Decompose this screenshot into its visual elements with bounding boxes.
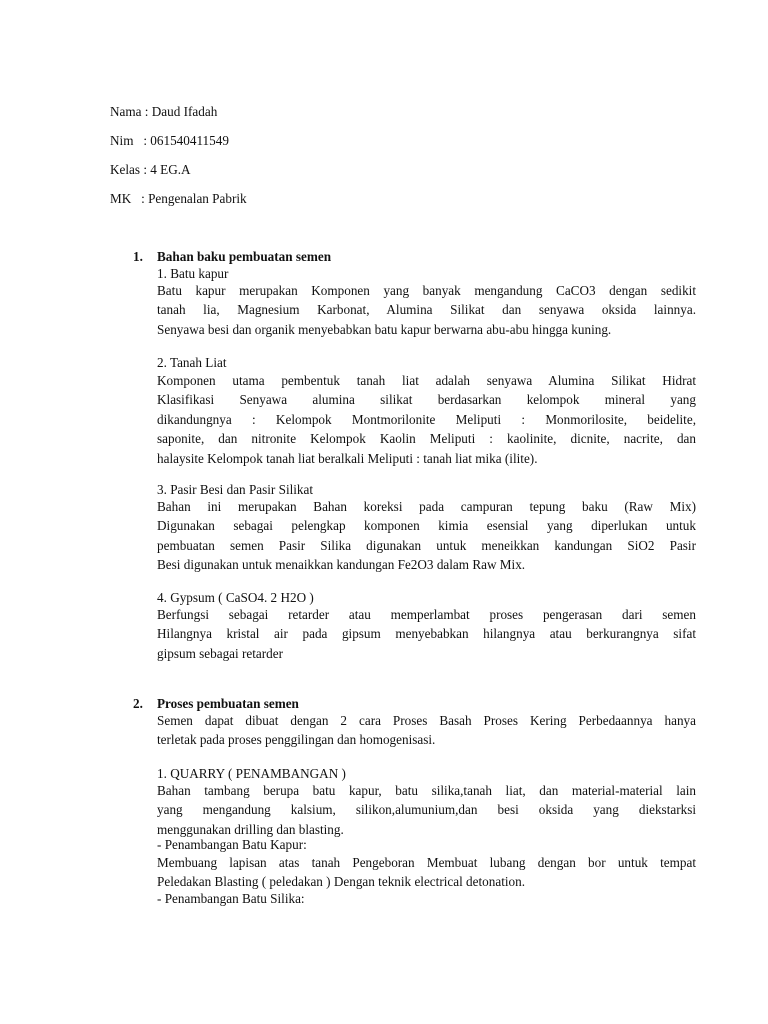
item-pasir-title: 3. Pasir Besi dan Pasir Silikat (157, 482, 314, 497)
text-line: Semen dapat dibuat dengan 2 cara Proses Basah Proses Kering Perbedaannya hanya (157, 713, 696, 728)
item-batu-kapur-title: 1. Batu kapur (157, 266, 229, 281)
text-line: Besi digunakan untuk menaikkan kandungan Fe2O3 dalam Raw Mix. (157, 557, 526, 573)
text-line: Senyawa besi dan organik menyebabkan batu kapur berwarna abu-abu hingga kuning. (157, 321, 612, 337)
quarry-title: 1. QUARRY ( PENAMBANGAN ) (157, 766, 346, 781)
text-line: Digunakan sebagai pelengkap komponen kimia esensial yang diperlukan untuk (157, 518, 696, 534)
section-2-number: 2. (133, 696, 143, 711)
text-line: Bahan ini merupakan Bahan koreksi pada campuran tepung baku (Raw Mix) (157, 499, 696, 514)
text-line: Batu kapur merupakan Komponen yang banyak mengandung CaCO3 dengan sedikit (157, 283, 696, 298)
text-line: Komponen utama pembentuk tanah liat adalah senyawa Alumina Silikat Hidrat (157, 373, 696, 388)
section-2-intro (157, 711, 696, 750)
item-tanah-liat-text (157, 371, 696, 468)
text-line: Bahan tambang berupa batu kapur, batu silika,tanah liat, dan material-material lain (157, 783, 696, 798)
text-line: halaysite Kelompok tanah liat beralkali Meliputi : tanah liat mika (ilite). (157, 450, 538, 466)
text-line: menggunakan drilling dan blasting. (157, 821, 344, 837)
item-pasir-text (157, 497, 696, 575)
item-batu-kapur-text (157, 281, 696, 339)
text-line: Klasifikasi Senyawa alumina silikat berdasarkan kelompok mineral yang (157, 392, 696, 408)
item-gypsum-text (157, 605, 696, 663)
student-nim: Nim : 061540411549 (110, 133, 229, 148)
text-line: dikandungnya : Kelompok Montmorilonite Meliputi : Monmorilosite, beidelite, (157, 411, 696, 427)
item-gypsum-title: 4. Gypsum ( CaSO4. 2 H2O ) (157, 590, 314, 605)
student-class: Kelas : 4 EG.A (110, 162, 191, 177)
text-line: Membuang lapisan atas tanah Pengeboran Membuat lubang dengan bor untuk tempat (157, 855, 696, 870)
penambangan-batu-silika-title: - Penambangan Batu Silika: (157, 891, 305, 906)
section-1-number: 1. (133, 249, 143, 264)
student-name: Nama : Daud Ifadah (110, 104, 218, 119)
text-line: terletak pada proses penggilingan dan homogenisasi. (157, 732, 436, 748)
text-line: Peledakan Blasting ( peledakan ) Dengan teknik electrical detonation. (157, 874, 526, 890)
quarry-text (157, 781, 696, 839)
course-name: MK : Pengenalan Pabrik (110, 191, 247, 206)
penambangan-batu-kapur-text (157, 853, 696, 892)
section-2-title: Proses pembuatan semen (157, 696, 299, 711)
text-line: yang mengandung kalsium, silikon,alumunium,dan besi oksida yang diekstarksi (157, 802, 696, 818)
text-line: tanah lia, Magnesium Karbonat, Alumina Silikat dan senyawa oksida lainnya. (157, 302, 696, 318)
text-line: saponite, dan nitronite Kelompok Kaolin Meliputi : kaolinite, dicnite, nacrite, dan (157, 431, 696, 447)
item-tanah-liat-title: 2. Tanah Liat (157, 355, 227, 370)
text-line: gipsum sebagai retarder (157, 645, 283, 661)
text-line: Berfungsi sebagai retarder atau memperlambat proses pengerasan dari semen (157, 607, 696, 622)
penambangan-batu-kapur-title: - Penambangan Batu Kapur: (157, 837, 307, 852)
section-1-title: Bahan baku pembuatan semen (157, 249, 332, 264)
text-line: pembuatan semen Pasir Silika digunakan untuk meneikkan kandungan SiO2 Pasir (157, 537, 696, 553)
text-line: Hilangnya kristal air pada gipsum menyebabkan hilangnya atau berkurangnya sifat (157, 626, 696, 642)
